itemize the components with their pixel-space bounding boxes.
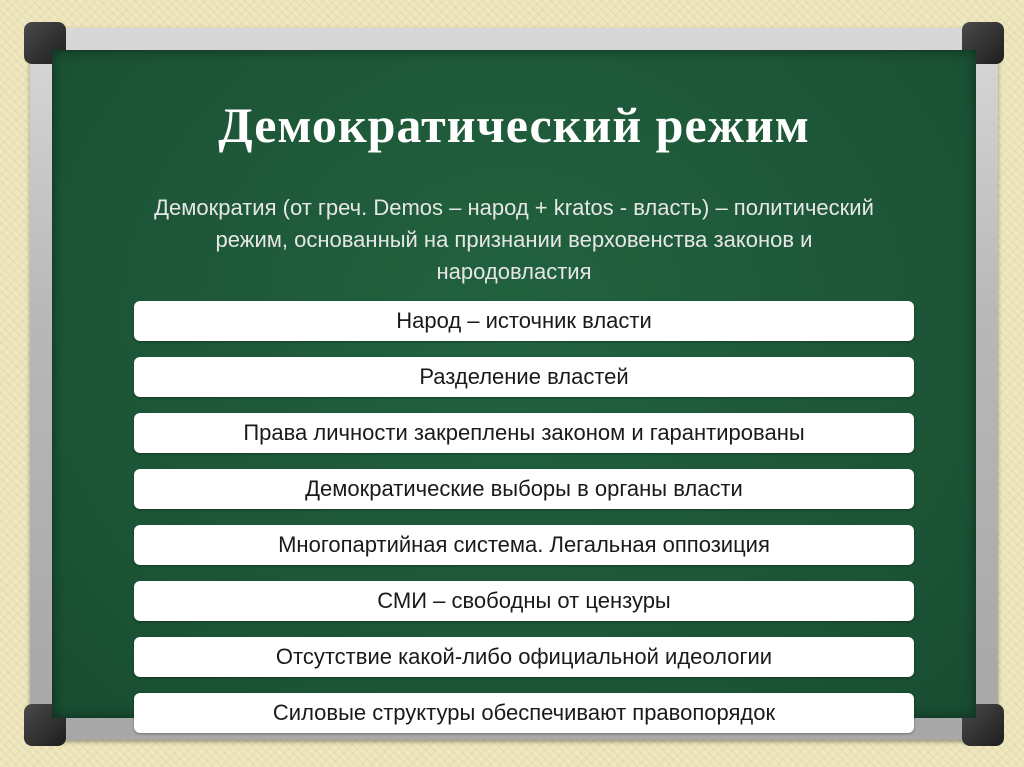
feature-item: Многопартийная система. Легальная оппозиция [134, 525, 914, 565]
feature-list [134, 301, 914, 749]
chalkboard [52, 50, 976, 725]
slide-title: Демократический режим [218, 97, 810, 153]
feature-item: Демократические выборы в органы власти [134, 469, 914, 509]
feature-item: Народ – источник власти [134, 301, 914, 341]
feature-item: Отсутствие какой-либо официальной идеологии [134, 637, 914, 677]
feature-item: Разделение властей [134, 357, 914, 397]
feature-item: Права личности закреплены законом и гарантированы [134, 413, 914, 453]
board-frame [30, 28, 998, 740]
definition-text: Демократия (от греч. Demos – народ + kratos - власть) – политический режим, основанный на признании верховенства законов и народовластия [154, 195, 874, 284]
feature-item: Силовые структуры обеспечивают правопорядок [134, 693, 914, 733]
feature-item: СМИ – свободны от цензуры [134, 581, 914, 621]
